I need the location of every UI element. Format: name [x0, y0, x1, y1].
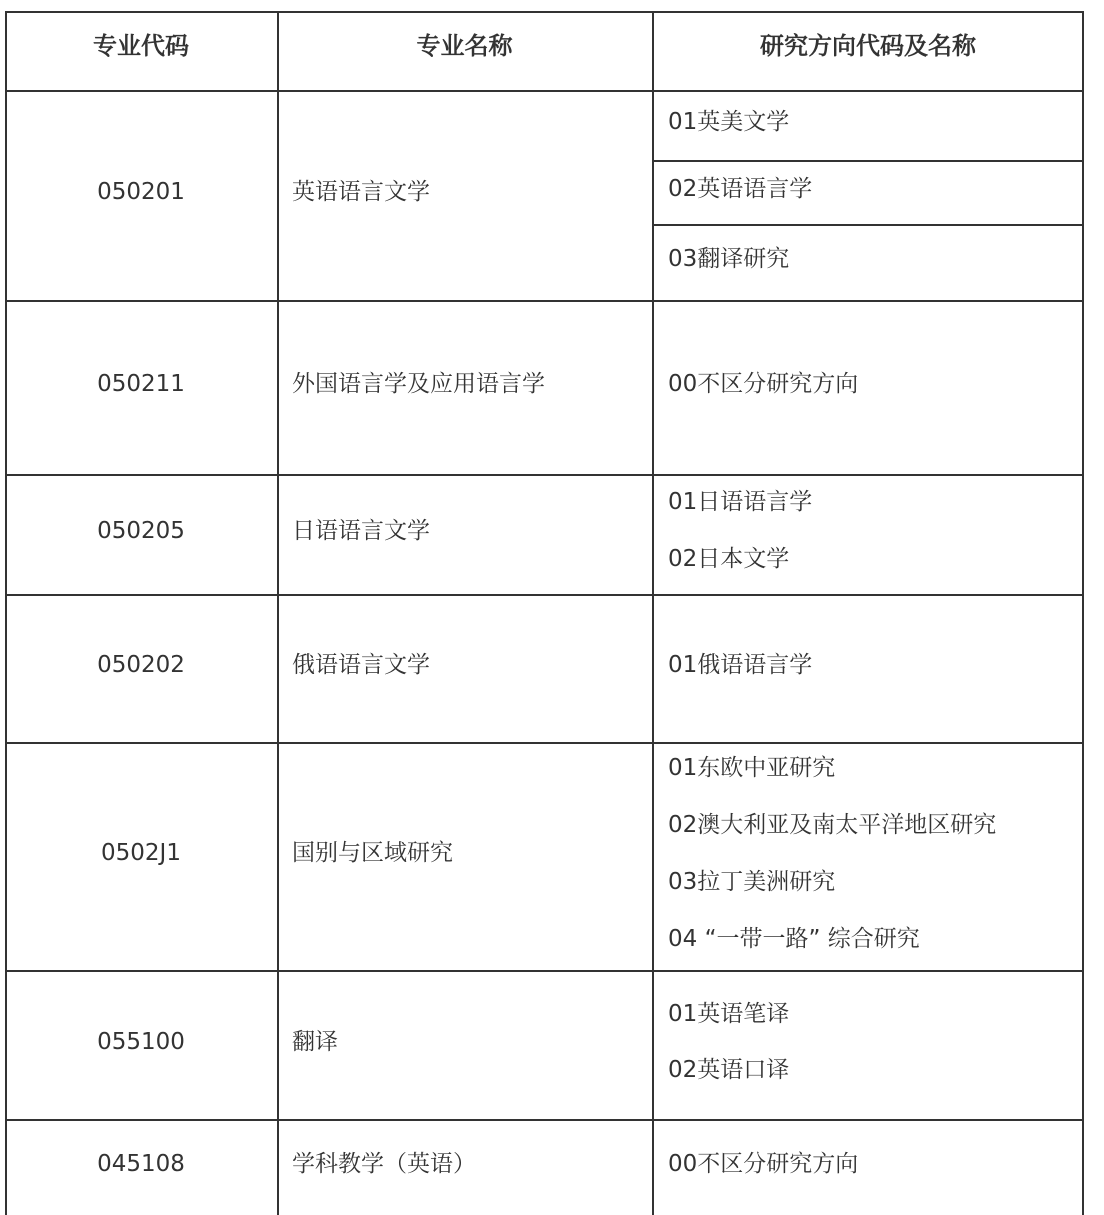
- row-name: 学科教学（英语）: [292, 1151, 476, 1177]
- direction-item: 04 “一带一路” 综合研究: [668, 926, 920, 952]
- table-border-right: [1082, 11, 1084, 1215]
- row-divider: [5, 90, 1084, 92]
- subrow-divider: [652, 224, 1084, 226]
- row-code: 045108: [97, 1151, 185, 1177]
- table-border-top: [5, 11, 1084, 13]
- direction-item: 00不区分研究方向: [668, 371, 859, 397]
- row-divider: [5, 1119, 1084, 1121]
- row-code: 050201: [97, 179, 185, 205]
- direction-item: 02英语口译: [668, 1057, 790, 1083]
- row-code: 050202: [97, 652, 185, 678]
- row-divider: [5, 594, 1084, 596]
- row-name: 国别与区域研究: [292, 840, 453, 866]
- row-divider: [5, 970, 1084, 972]
- row-divider: [5, 742, 1084, 744]
- direction-item: 01英美文学: [668, 109, 790, 135]
- column-divider: [277, 11, 279, 1215]
- row-code: 055100: [97, 1029, 185, 1055]
- header-code: 专业代码: [93, 32, 189, 60]
- row-code: 050205: [97, 518, 185, 544]
- direction-item: 02澳大利亚及南太平洋地区研究: [668, 812, 997, 838]
- direction-item: 01英语笔译: [668, 1001, 790, 1027]
- row-divider: [5, 474, 1084, 476]
- direction-item: 01日语语言学: [668, 489, 813, 515]
- direction-item: 02日本文学: [668, 546, 790, 572]
- direction-item: 02英语语言学: [668, 176, 813, 202]
- column-divider: [652, 11, 654, 1215]
- row-name: 俄语语言文学: [292, 652, 430, 678]
- direction-item: 01东欧中亚研究: [668, 755, 836, 781]
- direction-item: 03翻译研究: [668, 246, 790, 272]
- row-code: 050211: [97, 371, 185, 397]
- programs-table: [5, 11, 1084, 1215]
- row-code: 0502J1: [101, 840, 181, 866]
- direction-item: 01俄语语言学: [668, 652, 813, 678]
- header-name: 专业名称: [416, 32, 513, 60]
- header-direction: 研究方向代码及名称: [760, 32, 976, 60]
- direction-item: 03拉丁美洲研究: [668, 869, 836, 895]
- direction-item: 00不区分研究方向: [668, 1151, 859, 1177]
- row-divider: [5, 300, 1084, 302]
- row-name: 英语语言文学: [292, 179, 430, 205]
- subrow-divider: [652, 160, 1084, 162]
- row-name: 日语语言文学: [292, 518, 430, 544]
- row-name: 翻译: [292, 1029, 338, 1055]
- row-name: 外国语言学及应用语言学: [292, 371, 545, 397]
